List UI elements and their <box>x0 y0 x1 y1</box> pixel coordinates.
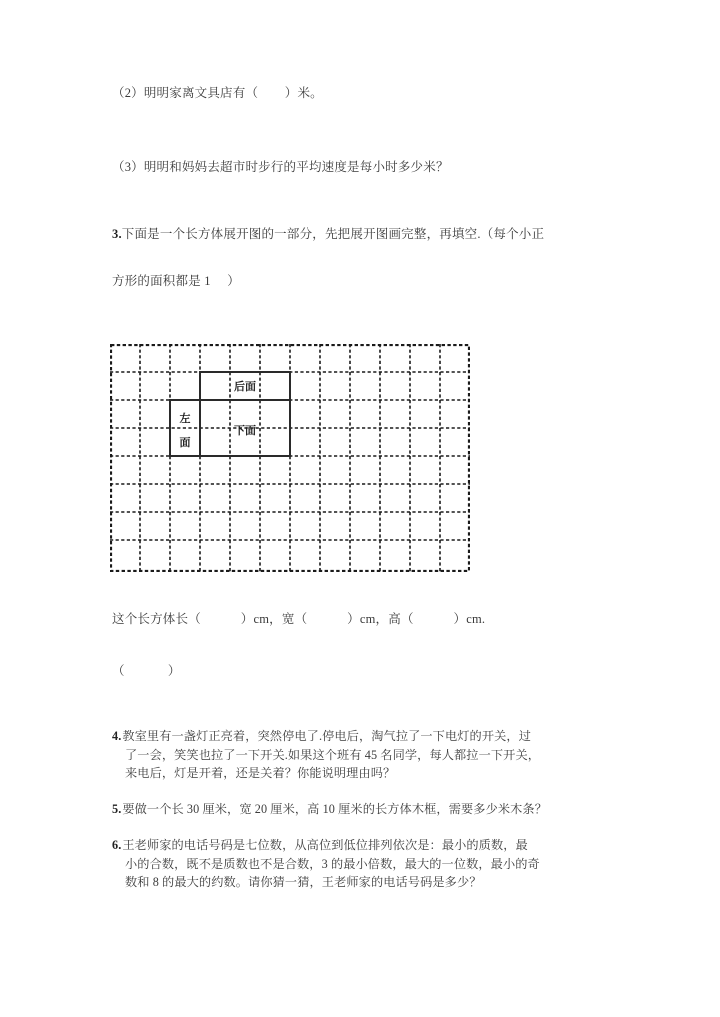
rectangular-prism-net-figure <box>110 344 470 572</box>
face-label-back: 后面 <box>234 381 256 393</box>
question-6-number: 6. <box>112 838 122 852</box>
question-5-line-1 <box>112 800 620 819</box>
question-4-line-2: 了一会，笑笑也拉了一下开关.如果这个班有 45 名同学，每人都拉一下开关， <box>125 747 541 762</box>
question-6-line-3: 数和 8 的最大的约数。请你猜一猜，王老师家的电话号码是多少？ <box>125 875 482 890</box>
question-3-sub-text: （3）明明和妈妈去超市时步行的平均速度是每小时多少米？ <box>112 160 449 174</box>
question-5-text-1: 要做一个长 30 厘米，宽 20 厘米，高 10 厘米的长方体木框，需要多少米木条？ <box>122 802 548 816</box>
net-grid-svg <box>110 344 470 572</box>
fill-in-dimensions-line: 这个长方体长（ ）cm，宽（ ）cm，高（ ）cm. <box>112 612 486 626</box>
question-4 <box>112 727 620 783</box>
question-5 <box>112 800 620 819</box>
question-6-line-1 <box>112 836 620 855</box>
question-6 <box>112 836 620 892</box>
question-3-heading-line-2: 方形的面积都是 1 ） <box>112 274 241 288</box>
question-3-heading-text-1: 下面是一个长方体展开图的一部分，先把展开图画完整，再填空.（每个小正 <box>121 227 545 241</box>
question-4-line-3: 来电后，灯是开着，还是关着？你能说明理由吗？ <box>125 766 396 781</box>
question-4-line-1 <box>112 727 620 746</box>
question-3-number: 3. <box>112 227 122 241</box>
question-3-heading-line-1 <box>112 225 544 244</box>
question-2-text: （2）明明家离文具店有（ ）米。 <box>112 86 323 100</box>
face-label-left-char1: 左 <box>179 413 191 425</box>
face-label-left-char2: 面 <box>179 437 191 449</box>
question-5-number: 5. <box>112 802 122 816</box>
face-label-bottom: 下面 <box>234 425 256 437</box>
question-6-text-1: 王老师家的电话号码是七位数，从高位到低位排列依次是：最小的质数，最 <box>122 838 528 852</box>
question-4-text-1: 教室里有一盏灯正亮着，突然停电了.停电后，淘气拉了一下电灯的开关，过 <box>122 729 531 743</box>
question-4-number: 4. <box>112 729 122 743</box>
fill-in-extra-blank: （ ） <box>112 664 181 678</box>
question-6-line-2: 小的合数，既不是质数也不是合数，3 的最小倍数，最大的一位数，最小的奇 <box>125 856 540 871</box>
